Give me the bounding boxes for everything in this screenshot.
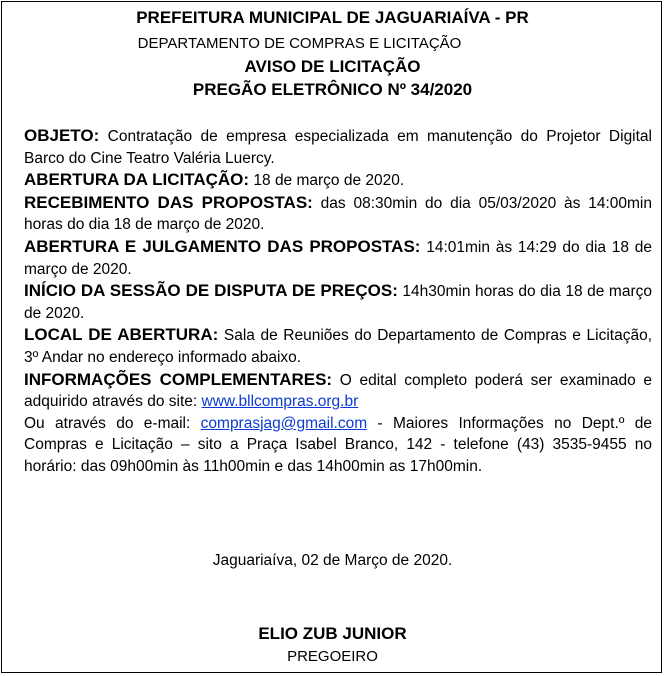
local-label: LOCAL DE ABERTURA: xyxy=(24,325,219,345)
notice-body xyxy=(24,125,652,478)
section-julgamento xyxy=(24,236,652,280)
site-link[interactable]: www.bllcompras.org.br xyxy=(201,393,359,411)
header-prefeitura: PREFEITURA MUNICIPAL DE JAGUARIAÍVA - PR xyxy=(136,8,529,27)
header-departamento: DEPARTAMENTO DE COMPRAS E LICITAÇÃO xyxy=(137,35,462,52)
objeto-text: Contratação de empresa especializada em manutenção do Projetor Digital Barco do Cine Teatro Valéria Luercy. xyxy=(24,128,652,167)
section-disputa xyxy=(24,280,652,324)
disputa-label: INÍCIO DA SESSÃO DE DISPUTA DE PREÇOS: xyxy=(24,281,398,301)
julgamento-text: 14:01min às 14:29 do dia 18 de março de 2020. xyxy=(24,238,653,278)
section-recebimento xyxy=(24,192,652,236)
local-text: Sala de Reuniões do Departamento de Compras e Licitação, 3º Andar no endereço informado abaixo. xyxy=(24,327,653,366)
section-local xyxy=(24,324,652,368)
header-aviso: AVISO DE LICITAÇÃO xyxy=(244,57,421,76)
disputa-text: 14h30min horas do dia 18 de março de 2020. xyxy=(24,283,652,322)
recebimento-text: das 08:30min do dia 05/03/2020 às 14:00min horas do dia 18 de março de 2020. xyxy=(24,194,652,234)
recebimento-label: RECEBIMENTO DAS PROPOSTAS: xyxy=(24,192,313,212)
info-text-1: O edital completo poderá ser examinado e adquirido através do site: xyxy=(24,371,652,411)
section-objeto xyxy=(24,125,652,169)
section-informacoes xyxy=(24,369,652,478)
info-text-3: - Maiores Informações no Dept.º de Compras e Licitação – sito a Praça Isabel Branco, 142 - telefone (43) 3535-9455 no horário: das 09h00min às 11h00min e das 14h00min as 17h00min. xyxy=(24,414,652,475)
place-date: Jaguariaíva, 02 de Março de 2020. xyxy=(212,552,453,569)
signer-role: PREGOEIRO xyxy=(287,648,378,665)
section-abertura xyxy=(24,169,652,192)
header-pregao: PREGÃO ELETRÔNICO Nº 34/2020 xyxy=(192,80,473,99)
abertura-text: 18 de março de 2020. xyxy=(253,172,405,190)
info-text-2: Ou através do e-mail: xyxy=(24,414,191,432)
signer-name: ELIO ZUB JUNIOR xyxy=(258,624,407,643)
info-label: INFORMAÇÕES COMPLEMENTARES: xyxy=(24,369,333,389)
julgamento-label: ABERTURA E JULGAMENTO DAS PROPOSTAS: xyxy=(24,236,421,256)
objeto-label: OBJETO: xyxy=(24,126,100,145)
email-link[interactable]: comprasjag@gmail.com xyxy=(200,414,368,432)
abertura-label: ABERTURA DA LICITAÇÃO: xyxy=(24,170,250,190)
